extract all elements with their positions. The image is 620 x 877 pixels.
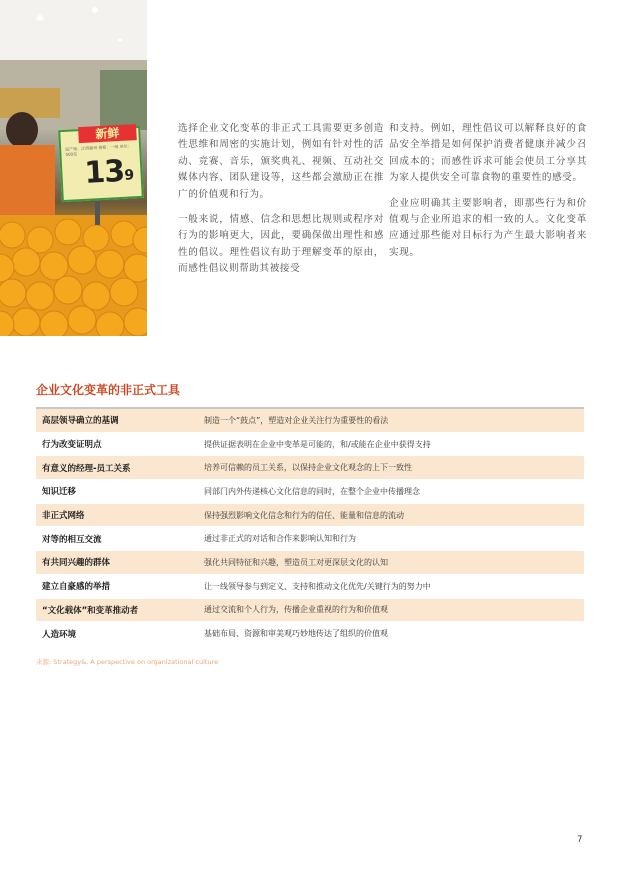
tool-name: 知识迁移 xyxy=(42,487,77,498)
tool-name: 建立自豪感的举措 xyxy=(42,582,111,593)
tool-description: 通过非正式的对话和合作来影响认知和行为 xyxy=(204,534,356,544)
price-tag-price xyxy=(84,154,134,190)
price-main: 13 xyxy=(83,153,126,191)
tool-description: 同部门内外传递核心文化信息的同时，在整个企业中传播理念 xyxy=(204,486,420,496)
tool-description: 强化共同特征和兴趣，塑造员工对更深层文化的认知 xyxy=(204,557,388,567)
tool-description: 制造一个“鼓点”，塑造对企业关注行为重要性的看法 xyxy=(204,415,389,425)
tool-name: 非正式网络 xyxy=(42,511,85,522)
price-tag-details: 原产地：江西赣州 规格：一级 单位：500克 xyxy=(65,143,132,157)
paragraph: 企业应明确其主要影响者，即那些行为和价值观与企业所追求的相一致的人。文化变革应通过那些能对目标行为产生最大影响者来实现。 xyxy=(389,197,587,258)
informal-tools-table xyxy=(36,407,584,646)
table-row xyxy=(36,551,584,575)
tool-name: 对等的相互交流 xyxy=(42,534,102,545)
table-title: 企业文化变革的非正式工具 xyxy=(36,383,181,397)
table-row xyxy=(36,575,584,599)
table-row xyxy=(36,433,584,457)
price-decimal: 9 xyxy=(123,167,134,184)
page-number: 7 xyxy=(577,835,583,845)
text-column-left xyxy=(178,121,384,287)
tool-description: 提供证据表明在企业中变革是可能的，和/或能在企业中获得支持 xyxy=(204,439,431,449)
text-column-right xyxy=(389,121,587,270)
price-tag-heading: 新鲜 xyxy=(78,124,137,143)
table-row xyxy=(36,504,584,528)
tool-description: 基础布局、资源和审美观巧妙地传达了组织的价值观 xyxy=(204,629,388,639)
table-row xyxy=(36,409,584,433)
table-row xyxy=(36,480,584,504)
tool-description: 培养可信赖的员工关系，以保持企业文化观念的上下一致性 xyxy=(204,463,412,473)
paragraph: 和支持。例如，理性倡议可以解释良好的食品安全举措是如何保护消费者健康并减少召回成本的；而感性诉求可能会使员工分享其为家人提供安全可靠食物的重要性的感受。 xyxy=(389,123,587,184)
tool-name: 人造环境 xyxy=(42,629,77,640)
table-row xyxy=(36,599,584,623)
tool-name: “文化载体”和变革推动者 xyxy=(42,605,139,616)
tool-description: 保持强烈影响文化信念和行为的信任、能量和信息的流动 xyxy=(204,510,404,520)
supermarket-photo xyxy=(0,0,147,336)
paragraph: 一般来说，情感、信念和思想比规则或程序对行为的影响更大，因此，要确保做出理性和感性的倡议。理性倡议有助于理解变革的原由，而感性倡议则帮助其被接受 xyxy=(178,214,384,275)
table-row xyxy=(36,622,584,646)
table-source: 来源: Strategy&, A perspective on organizational culture xyxy=(36,658,219,666)
price-tag xyxy=(58,126,144,202)
tool-name: 行为改变证明点 xyxy=(42,440,102,451)
paragraph: 选择企业文化变革的非正式工具需要更多创造性思维和周密的实施计划，例如有针对性的活动、竞赛、音乐，颁奖典礼、视频、互动社交媒体内容、团队建设等，这些都会激励正在推广的价值观和行为。 xyxy=(178,123,384,200)
tool-description: 通过交流和个人行为，传播企业重视的行为和价值观 xyxy=(204,605,388,615)
tool-description: 让一线领导参与到定义、支持和推动文化优先/关键行为的努力中 xyxy=(204,581,431,591)
table-row xyxy=(36,456,584,480)
tool-name: 有共同兴趣的群体 xyxy=(42,558,111,569)
table-row xyxy=(36,527,584,551)
tool-name: 有意义的经理-员工关系 xyxy=(42,463,131,474)
tool-name: 高层领导确立的基调 xyxy=(42,416,119,427)
